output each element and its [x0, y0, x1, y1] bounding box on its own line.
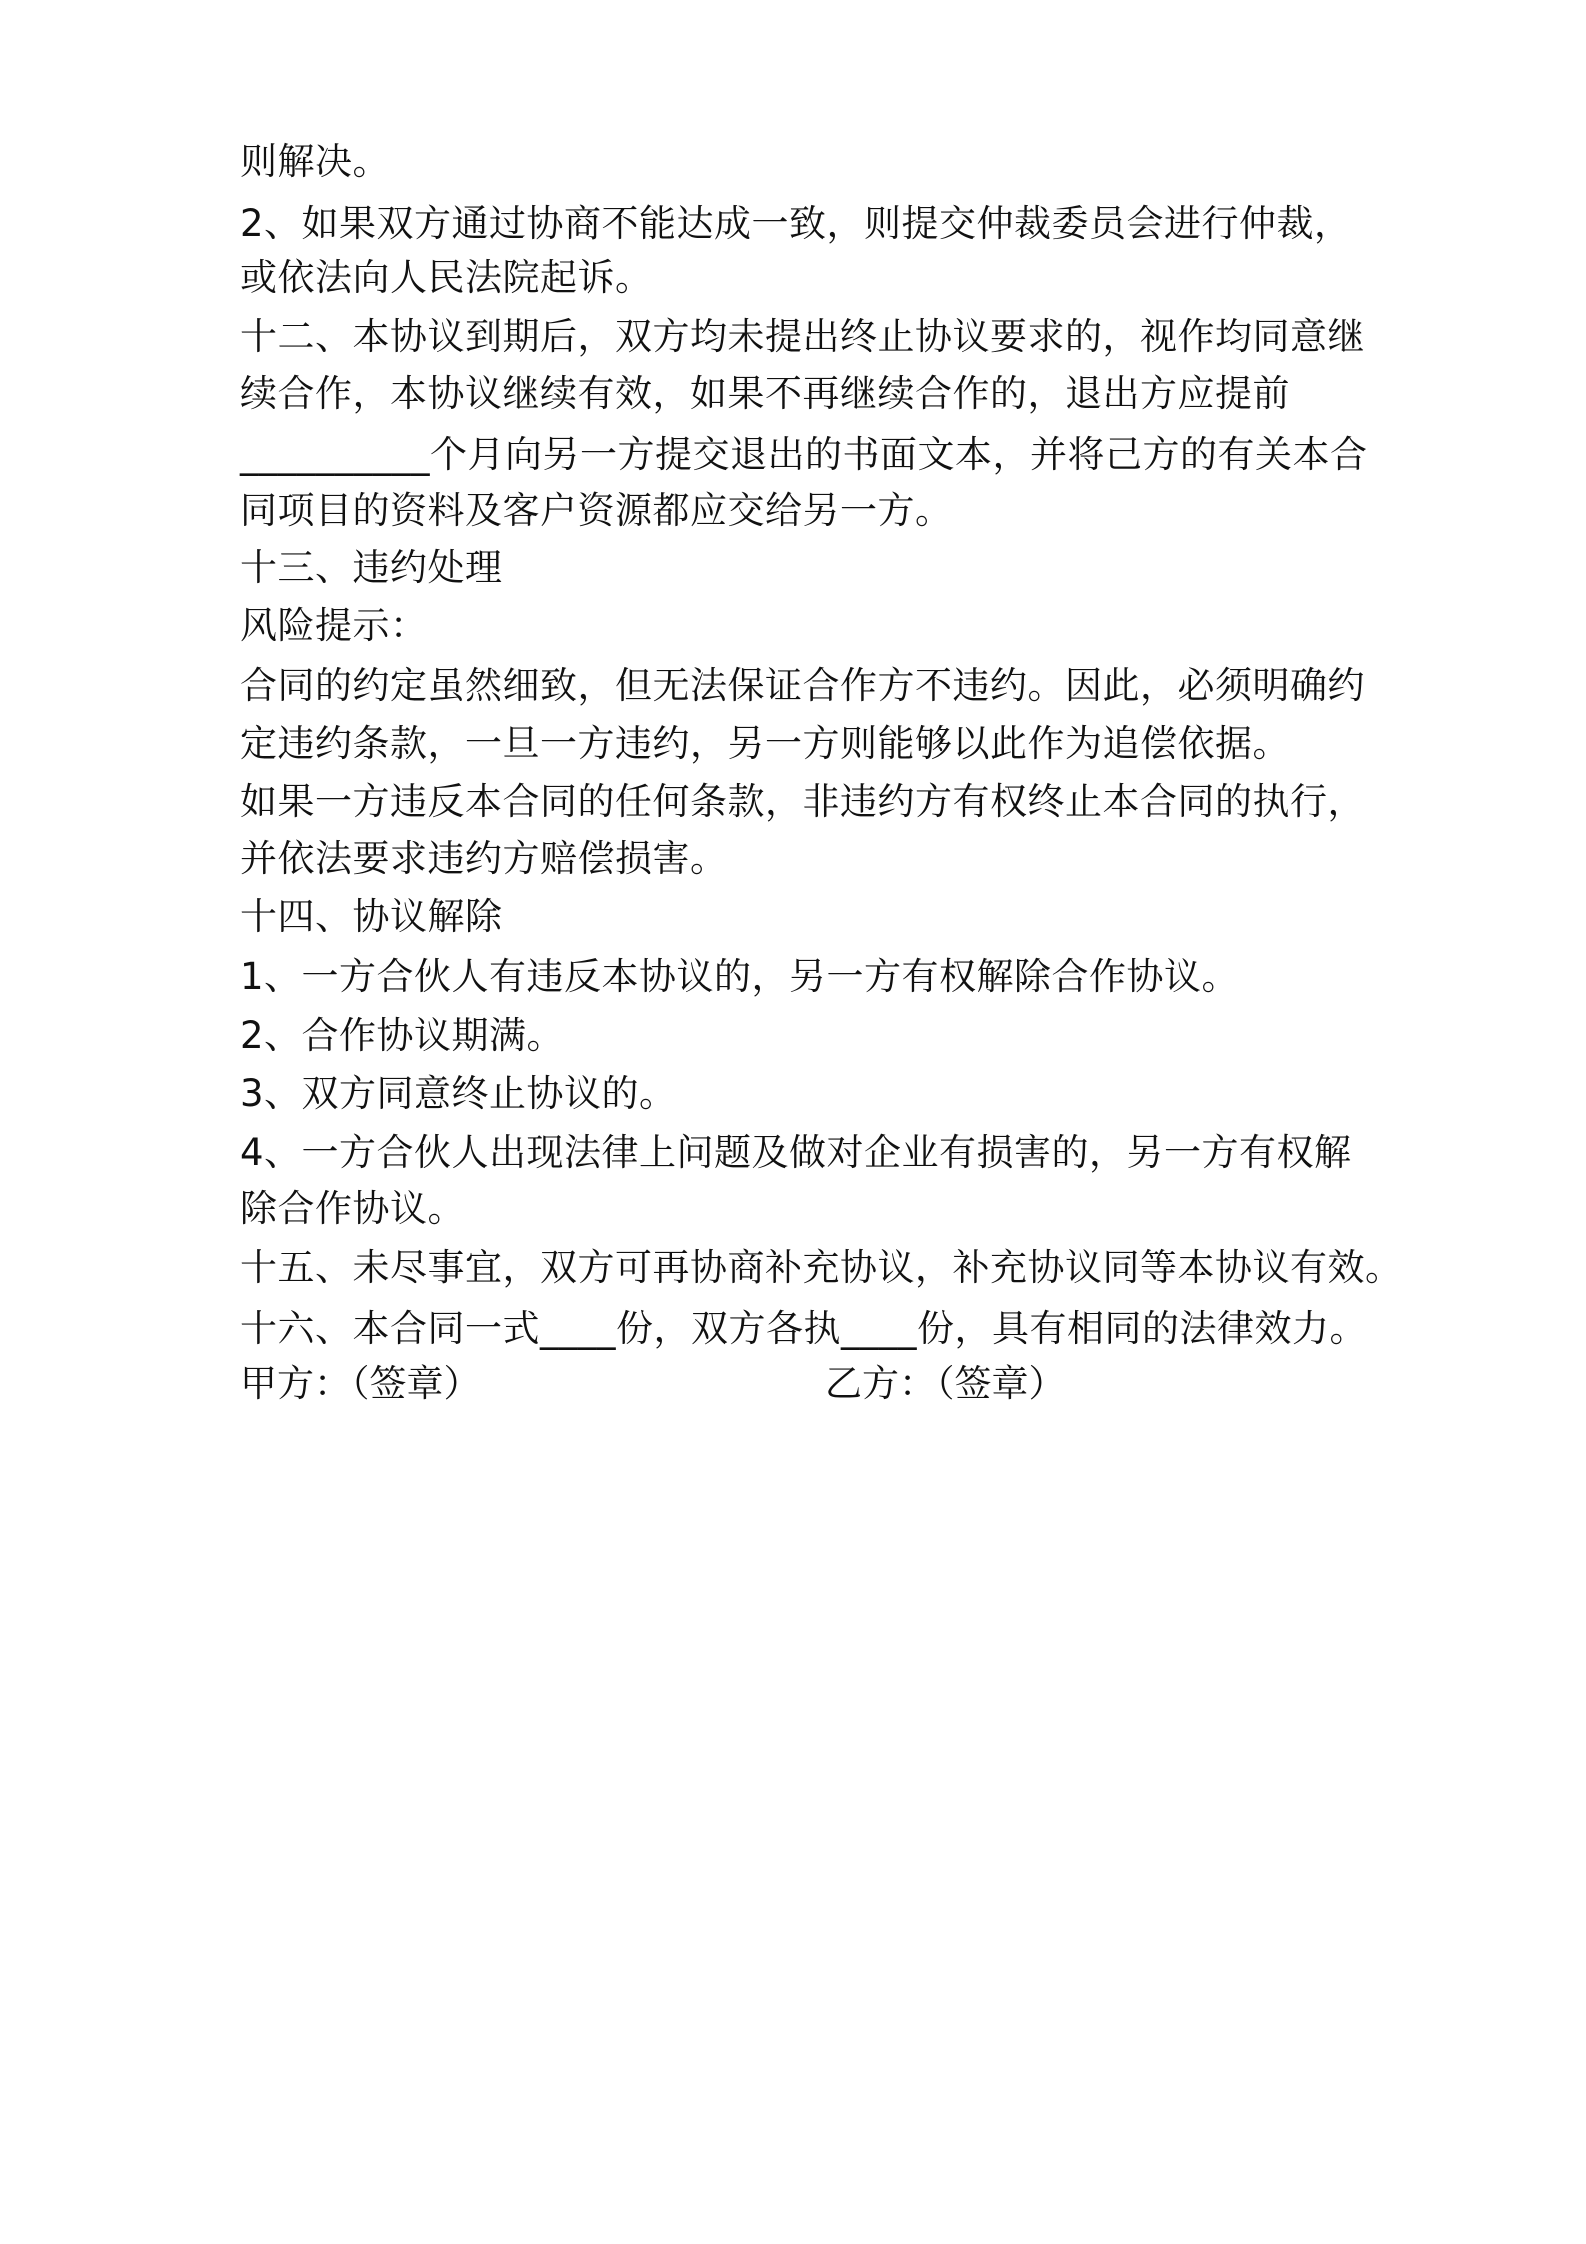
- paragraph-line: 并依法要求违约方赔偿损害。: [240, 837, 728, 880]
- section-16-line: 十六、本合同一式____份，双方各执____份，具有相同的法律效力。: [240, 1307, 1367, 1350]
- section-12-line: 十二、本协议到期后，双方均未提出终止协议要求的，视作均同意继: [240, 315, 1365, 358]
- section-13-heading: 十三、违约处理: [240, 546, 503, 589]
- paragraph-line: 续合作，本协议继续有效，如果不再继续合作的，退出方应提前: [240, 372, 1290, 415]
- section-14-heading: 十四、协议解除: [240, 895, 503, 938]
- list-item: 2、合作协议期满。: [240, 1014, 565, 1057]
- list-item: 1、一方合伙人有违反本协议的，另一方有权解除合作协议。: [240, 955, 1240, 998]
- paragraph-line: 则解决。: [240, 140, 390, 183]
- party-b-signature-label: 乙方：（签章）: [825, 1362, 1066, 1405]
- paragraph-line: 定违约条款，一旦一方违约，另一方则能够以此作为追偿依据。: [240, 722, 1290, 765]
- paragraph-line: 2、如果双方通过协商不能达成一致，则提交仲裁委员会进行仲裁，: [240, 202, 1352, 245]
- party-a-signature-label: 甲方：（签章）: [240, 1362, 481, 1405]
- paragraph-line: 除合作协议。: [240, 1187, 465, 1230]
- paragraph-line: 或依法向人民法院起诉。: [240, 256, 653, 299]
- paragraph-line: 合同的约定虽然细致，但无法保证合作方不违约。因此，必须明确约: [240, 664, 1365, 707]
- paragraph-line: 同项目的资料及客户资源都应交给另一方。: [240, 489, 953, 532]
- paragraph-line: __________个月向另一方提交退出的书面文本，并将己方的有关本合: [240, 433, 1368, 476]
- risk-tip-label: 风险提示：: [240, 604, 428, 647]
- paragraph-line: 如果一方违反本合同的任何条款，非违约方有权终止本合同的执行，: [240, 780, 1365, 823]
- list-item: 4、一方合伙人出现法律上问题及做对企业有损害的，另一方有权解: [240, 1131, 1352, 1174]
- list-item: 3、双方同意终止协议的。: [240, 1072, 677, 1115]
- section-15-line: 十五、未尽事宜，双方可再协商补充协议，补充协议同等本协议有效。: [240, 1246, 1403, 1289]
